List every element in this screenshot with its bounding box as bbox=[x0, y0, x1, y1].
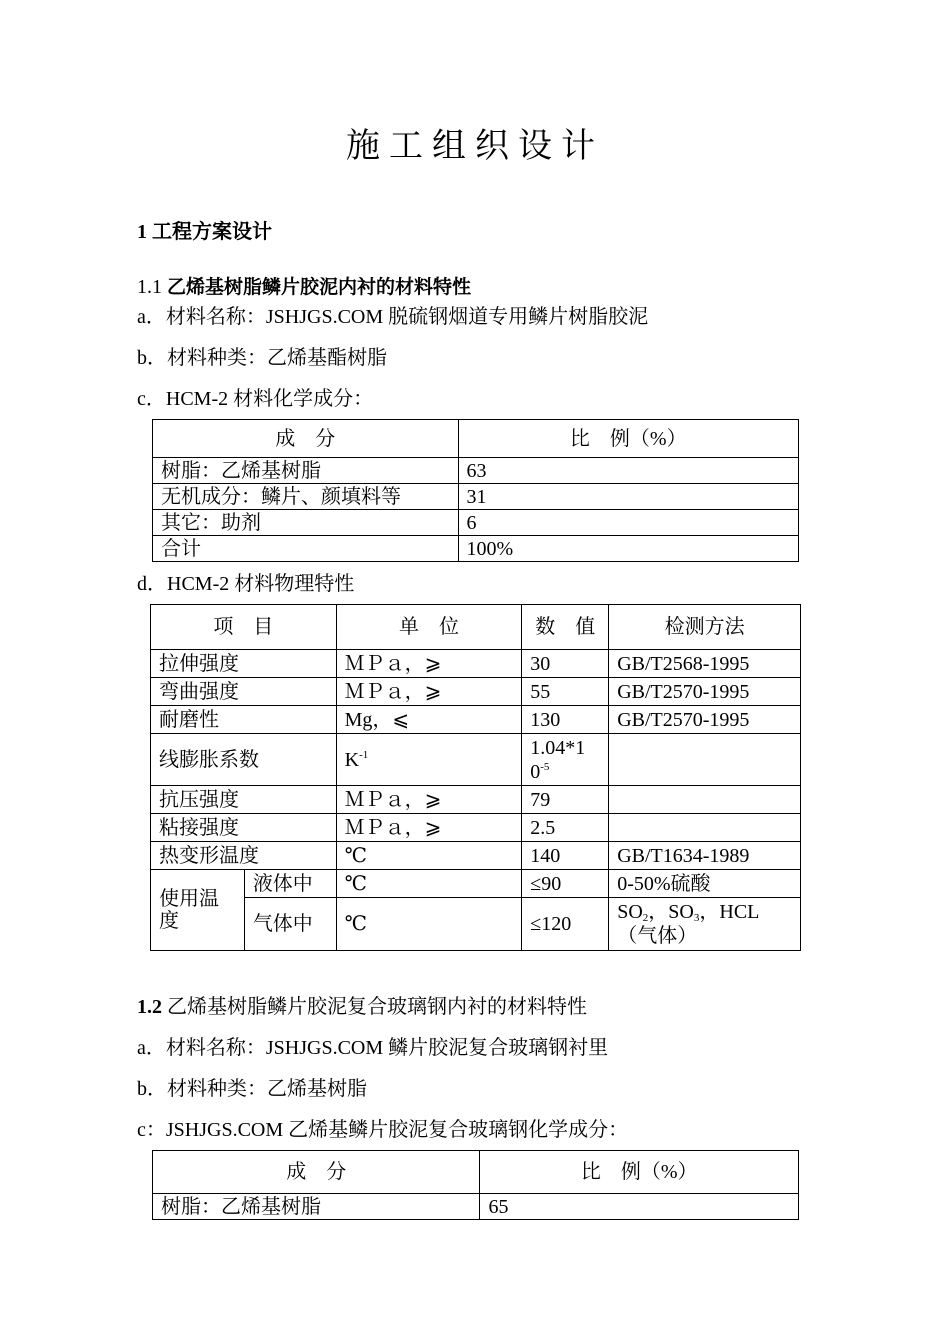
table-cell: 粘接强度 bbox=[151, 814, 337, 842]
gas-formula-sep: ，SO bbox=[648, 901, 694, 923]
gas-formula-sub: 2 bbox=[642, 912, 649, 924]
table-cell: ℃ bbox=[336, 870, 522, 898]
table-cell bbox=[609, 734, 801, 786]
table-cell: 30 bbox=[522, 650, 609, 678]
table-header-row bbox=[153, 1151, 799, 1194]
gas-formula-tail: ，HCL bbox=[699, 901, 760, 923]
gas-formula-note: （气体） bbox=[617, 925, 698, 947]
value-part-a: 1.04*1 bbox=[530, 736, 586, 759]
subsection-title: 乙烯基树脂鳞片胶泥复合玻璃钢内衬的材料特性 bbox=[167, 996, 587, 1018]
table-cell: 无机成分：鳞片、颜填料等 bbox=[153, 484, 459, 510]
value-exponent: -5 bbox=[540, 760, 550, 773]
subsection-number: 1.2 bbox=[137, 996, 162, 1018]
table-cell: 55 bbox=[522, 678, 609, 706]
table-cell: 6 bbox=[458, 510, 798, 536]
table-row bbox=[151, 706, 801, 734]
table-cell: ＭＰａ，⩾ bbox=[336, 650, 522, 678]
table-cell: ＭＰａ，⩾ bbox=[336, 786, 522, 814]
table-cell: GB/T2570-1995 bbox=[609, 678, 801, 706]
table-cell: 树脂：乙烯基树脂 bbox=[153, 458, 459, 484]
table-cell bbox=[522, 734, 609, 786]
gas-formula-so: SO bbox=[617, 901, 643, 923]
table-cell: 140 bbox=[522, 842, 609, 870]
table-cell: 抗压强度 bbox=[151, 786, 337, 814]
table-cell: ≤90 bbox=[522, 870, 609, 898]
table-row bbox=[151, 678, 801, 706]
table-cell: 拉伸强度 bbox=[151, 650, 337, 678]
table-row bbox=[151, 734, 801, 786]
table-row bbox=[153, 484, 799, 510]
header-ratio: 比 例（%） bbox=[480, 1151, 799, 1194]
table-cell bbox=[336, 734, 522, 786]
subsection-heading-1-2 bbox=[137, 990, 587, 1019]
table-cell: GB/T2568-1995 bbox=[609, 650, 801, 678]
material-type-line: b．材料种类：乙烯基树脂 bbox=[137, 1078, 367, 1100]
table-cell: 热变形温度 bbox=[151, 842, 337, 870]
material-name-line: a．材料名称：JSHJGS.COM 鳞片胶泥复合玻璃钢衬里 bbox=[137, 1037, 609, 1059]
table-cell: 31 bbox=[458, 484, 798, 510]
table-cell: ℃ bbox=[336, 842, 522, 870]
table-row bbox=[153, 1194, 799, 1220]
header-component: 成 分 bbox=[153, 420, 459, 458]
table-row bbox=[151, 650, 801, 678]
table-cell: 其它：助剂 bbox=[153, 510, 459, 536]
table-cell: 耐磨性 bbox=[151, 706, 337, 734]
physical-properties-line: d．HCM-2 材料物理特性 bbox=[137, 573, 355, 595]
table-cell: GB/T2570-1995 bbox=[609, 706, 801, 734]
header-unit: 单 位 bbox=[336, 605, 522, 650]
subsection-heading-1-1 bbox=[137, 272, 471, 299]
gas-formula-sub: 3 bbox=[693, 912, 700, 924]
header-ratio: 比 例（%） bbox=[458, 420, 798, 458]
page-title: 施工组织设计 bbox=[346, 126, 604, 166]
header-component: 成 分 bbox=[153, 1151, 480, 1194]
table-cell: 65 bbox=[480, 1194, 799, 1220]
table-cell-use-temp: 使用温度 bbox=[151, 870, 245, 951]
table-cell: 2.5 bbox=[522, 814, 609, 842]
table-cell: 合计 bbox=[153, 536, 459, 562]
table-row bbox=[151, 870, 801, 898]
table-row bbox=[151, 898, 801, 951]
table-cell bbox=[609, 786, 801, 814]
header-item: 项 目 bbox=[151, 605, 337, 650]
table-cell: 弯曲强度 bbox=[151, 678, 337, 706]
table-cell: 130 bbox=[522, 706, 609, 734]
composition-table-2 bbox=[152, 1150, 799, 1220]
table-row bbox=[151, 786, 801, 814]
table-cell bbox=[609, 814, 801, 842]
header-method: 检测方法 bbox=[609, 605, 801, 650]
table-header-row bbox=[153, 420, 799, 458]
unit-exponent: -1 bbox=[359, 748, 369, 761]
table-cell: ℃ bbox=[336, 898, 522, 951]
material-type-line: b．材料种类：乙烯基酯树脂 bbox=[137, 347, 387, 369]
chemical-composition-line: c．HCM-2 材料化学成分： bbox=[137, 388, 374, 410]
material-name-line: a．材料名称：JSHJGS.COM 脱硫钢烟道专用鳞片树脂胶泥 bbox=[137, 306, 649, 328]
composition-table bbox=[152, 419, 799, 562]
table-cell: 液体中 bbox=[244, 870, 336, 898]
table-row bbox=[153, 510, 799, 536]
table-header-row bbox=[151, 605, 801, 650]
table-cell: ≤120 bbox=[522, 898, 609, 951]
table-cell: 树脂：乙烯基树脂 bbox=[153, 1194, 480, 1220]
table-row bbox=[151, 842, 801, 870]
value-part-b: 0 bbox=[530, 760, 541, 783]
table-cell: 0-50%硫酸 bbox=[609, 870, 801, 898]
table-cell: 100% bbox=[458, 536, 798, 562]
table-cell: 线膨胀系数 bbox=[151, 734, 337, 786]
table-cell: ＭＰａ，⩾ bbox=[336, 678, 522, 706]
table-cell: 63 bbox=[458, 458, 798, 484]
table-cell: Mg，⩽ bbox=[336, 706, 522, 734]
chemical-composition-line: c：JSHJGS.COM 乙烯基鳞片胶泥复合玻璃钢化学成分： bbox=[137, 1119, 629, 1141]
table-cell: GB/T1634-1989 bbox=[609, 842, 801, 870]
table-cell bbox=[609, 898, 801, 951]
unit-base: K bbox=[344, 748, 360, 771]
table-cell: 79 bbox=[522, 786, 609, 814]
table-cell: ＭＰａ，⩾ bbox=[336, 814, 522, 842]
table-row bbox=[151, 814, 801, 842]
table-row bbox=[153, 458, 799, 484]
header-value: 数 值 bbox=[522, 605, 609, 650]
subsection-number: 1.1 bbox=[137, 276, 162, 298]
table-row bbox=[153, 536, 799, 562]
table-cell: 气体中 bbox=[244, 898, 336, 951]
subsection-title: 乙烯基树脂鳞片胶泥内衬的材料特性 bbox=[167, 276, 472, 298]
physical-properties-table bbox=[150, 604, 801, 951]
section-heading: 1 工程方案设计 bbox=[137, 221, 272, 243]
